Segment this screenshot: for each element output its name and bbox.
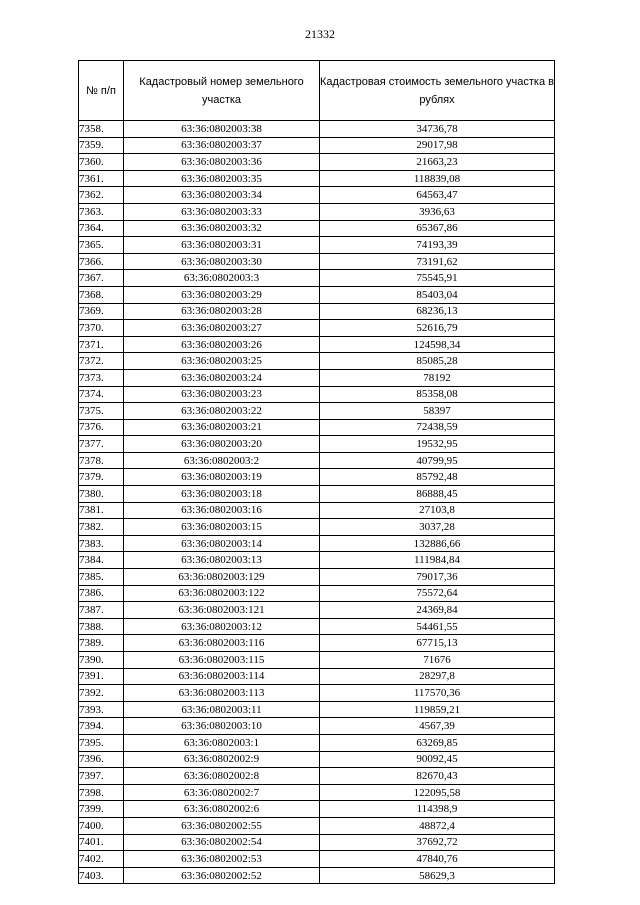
header-number: № п/п bbox=[79, 61, 124, 121]
cadastral-value: 74193,39 bbox=[320, 237, 555, 254]
row-number: 7401. bbox=[79, 834, 124, 851]
cadastral-value: 90092,45 bbox=[320, 751, 555, 768]
row-number: 7399. bbox=[79, 801, 124, 818]
cadastral-number: 63:36:0802002:53 bbox=[124, 851, 320, 868]
cadastral-number: 63:36:0802003:28 bbox=[124, 303, 320, 320]
cadastral-number: 63:36:0802002:7 bbox=[124, 784, 320, 801]
cadastral-number: 63:36:0802003:12 bbox=[124, 618, 320, 635]
cadastral-number: 63:36:0802003:33 bbox=[124, 203, 320, 220]
table-row bbox=[79, 867, 555, 884]
cadastral-number: 63:36:0802003:122 bbox=[124, 585, 320, 602]
cadastral-value: 3936,63 bbox=[320, 203, 555, 220]
table-row bbox=[79, 369, 555, 386]
cadastral-value: 124598,34 bbox=[320, 336, 555, 353]
cadastral-value: 75545,91 bbox=[320, 270, 555, 287]
table-row bbox=[79, 419, 555, 436]
row-number: 7391. bbox=[79, 668, 124, 685]
cadastral-value: 73191,62 bbox=[320, 253, 555, 270]
cadastral-value: 34736,78 bbox=[320, 121, 555, 138]
cadastral-value: 67715,13 bbox=[320, 635, 555, 652]
table-row bbox=[79, 685, 555, 702]
table-row bbox=[79, 519, 555, 536]
cadastral-number: 63:36:0802003:14 bbox=[124, 535, 320, 552]
row-number: 7370. bbox=[79, 320, 124, 337]
table-row bbox=[79, 668, 555, 685]
table-row bbox=[79, 286, 555, 303]
cadastral-number: 63:36:0802003:11 bbox=[124, 701, 320, 718]
cadastral-value: 52616,79 bbox=[320, 320, 555, 337]
row-number: 7396. bbox=[79, 751, 124, 768]
row-number: 7389. bbox=[79, 635, 124, 652]
row-number: 7385. bbox=[79, 569, 124, 586]
table-row bbox=[79, 834, 555, 851]
cadastral-number: 63:36:0802003:3 bbox=[124, 270, 320, 287]
cadastral-value: 64563,47 bbox=[320, 187, 555, 204]
row-number: 7371. bbox=[79, 336, 124, 353]
row-number: 7367. bbox=[79, 270, 124, 287]
row-number: 7384. bbox=[79, 552, 124, 569]
cadastral-value: 132886,66 bbox=[320, 535, 555, 552]
cadastral-number: 63:36:0802003:25 bbox=[124, 353, 320, 370]
cadastral-number: 63:36:0802003:31 bbox=[124, 237, 320, 254]
table-row bbox=[79, 137, 555, 154]
cadastral-number: 63:36:0802003:2 bbox=[124, 452, 320, 469]
cadastral-value: 68236,13 bbox=[320, 303, 555, 320]
cadastral-value: 72438,59 bbox=[320, 419, 555, 436]
row-number: 7375. bbox=[79, 403, 124, 420]
table-row bbox=[79, 336, 555, 353]
cadastral-value: 29017,98 bbox=[320, 137, 555, 154]
cadastral-value: 71676 bbox=[320, 652, 555, 669]
cadastral-number: 63:36:0802003:38 bbox=[124, 121, 320, 138]
table-row bbox=[79, 718, 555, 735]
row-number: 7368. bbox=[79, 286, 124, 303]
row-number: 7394. bbox=[79, 718, 124, 735]
cadastral-number: 63:36:0802003:22 bbox=[124, 403, 320, 420]
row-number: 7382. bbox=[79, 519, 124, 536]
cadastral-value: 3037,28 bbox=[320, 519, 555, 536]
row-number: 7397. bbox=[79, 768, 124, 785]
cadastral-value: 28297,8 bbox=[320, 668, 555, 685]
table-row bbox=[79, 469, 555, 486]
cadastral-number: 63:36:0802003:32 bbox=[124, 220, 320, 237]
table-row bbox=[79, 187, 555, 204]
cadastral-value: 111984,84 bbox=[320, 552, 555, 569]
cadastral-number: 63:36:0802003:36 bbox=[124, 154, 320, 171]
cadastral-number: 63:36:0802002:8 bbox=[124, 768, 320, 785]
cadastral-number: 63:36:0802003:20 bbox=[124, 436, 320, 453]
row-number: 7383. bbox=[79, 535, 124, 552]
cadastral-value: 58397 bbox=[320, 403, 555, 420]
cadastral-number: 63:36:0802002:6 bbox=[124, 801, 320, 818]
row-number: 7392. bbox=[79, 685, 124, 702]
cadastral-value: 19532,95 bbox=[320, 436, 555, 453]
cadastral-number: 63:36:0802003:23 bbox=[124, 386, 320, 403]
row-number: 7360. bbox=[79, 154, 124, 171]
cadastral-number: 63:36:0802003:19 bbox=[124, 469, 320, 486]
cadastral-value: 27103,8 bbox=[320, 502, 555, 519]
table-row bbox=[79, 535, 555, 552]
row-number: 7381. bbox=[79, 502, 124, 519]
cadastral-number: 63:36:0802003:121 bbox=[124, 602, 320, 619]
row-number: 7400. bbox=[79, 817, 124, 834]
cadastral-number: 63:36:0802002:9 bbox=[124, 751, 320, 768]
table-row bbox=[79, 320, 555, 337]
row-number: 7390. bbox=[79, 652, 124, 669]
row-number: 7398. bbox=[79, 784, 124, 801]
cadastral-value: 79017,36 bbox=[320, 569, 555, 586]
cadastral-number: 63:36:0802003:34 bbox=[124, 187, 320, 204]
cadastral-number: 63:36:0802003:13 bbox=[124, 552, 320, 569]
cadastral-number: 63:36:0802003:116 bbox=[124, 635, 320, 652]
row-number: 7365. bbox=[79, 237, 124, 254]
table-row bbox=[79, 452, 555, 469]
table-row bbox=[79, 502, 555, 519]
table-row bbox=[79, 403, 555, 420]
table-row bbox=[79, 353, 555, 370]
cadastral-number: 63:36:0802003:1 bbox=[124, 734, 320, 751]
cadastral-value: 82670,43 bbox=[320, 768, 555, 785]
table-row bbox=[79, 253, 555, 270]
cadastral-value: 48872,4 bbox=[320, 817, 555, 834]
cadastral-value: 86888,45 bbox=[320, 486, 555, 503]
table-row bbox=[79, 486, 555, 503]
cadastral-number: 63:36:0802003:29 bbox=[124, 286, 320, 303]
cadastral-value: 114398,9 bbox=[320, 801, 555, 818]
row-number: 7373. bbox=[79, 369, 124, 386]
table-header-row bbox=[79, 61, 555, 121]
cadastral-number: 63:36:0802003:16 bbox=[124, 502, 320, 519]
cadastral-number: 63:36:0802003:37 bbox=[124, 137, 320, 154]
table-row bbox=[79, 751, 555, 768]
table-row bbox=[79, 552, 555, 569]
row-number: 7378. bbox=[79, 452, 124, 469]
cadastral-number: 63:36:0802002:55 bbox=[124, 817, 320, 834]
row-number: 7363. bbox=[79, 203, 124, 220]
row-number: 7386. bbox=[79, 585, 124, 602]
cadastral-value: 75572,64 bbox=[320, 585, 555, 602]
row-number: 7359. bbox=[79, 137, 124, 154]
cadastral-number: 63:36:0802003:21 bbox=[124, 419, 320, 436]
page-number: 21332 bbox=[305, 27, 335, 41]
table-row bbox=[79, 386, 555, 403]
cadastral-value: 21663,23 bbox=[320, 154, 555, 171]
table-row bbox=[79, 618, 555, 635]
row-number: 7369. bbox=[79, 303, 124, 320]
cadastral-number: 63:36:0802002:54 bbox=[124, 834, 320, 851]
table-row bbox=[79, 784, 555, 801]
row-number: 7393. bbox=[79, 701, 124, 718]
cadastral-number: 63:36:0802003:114 bbox=[124, 668, 320, 685]
table-row bbox=[79, 585, 555, 602]
cadastral-value: 85358,08 bbox=[320, 386, 555, 403]
row-number: 7364. bbox=[79, 220, 124, 237]
row-number: 7366. bbox=[79, 253, 124, 270]
table-row bbox=[79, 801, 555, 818]
cadastral-value: 58629,3 bbox=[320, 867, 555, 884]
cadastral-value: 65367,86 bbox=[320, 220, 555, 237]
row-number: 7362. bbox=[79, 187, 124, 204]
cadastral-number: 63:36:0802002:52 bbox=[124, 867, 320, 884]
table-row bbox=[79, 635, 555, 652]
table-body bbox=[79, 121, 555, 884]
cadastral-value: 117570,36 bbox=[320, 685, 555, 702]
cadastral-value: 122095,58 bbox=[320, 784, 555, 801]
header-cadastral-number: Кадастровый номер земельного участка bbox=[124, 61, 320, 121]
cadastral-number: 63:36:0802003:15 bbox=[124, 519, 320, 536]
cadastral-value: 78192 bbox=[320, 369, 555, 386]
table-row bbox=[79, 270, 555, 287]
table-row bbox=[79, 237, 555, 254]
cadastral-value: 54461,55 bbox=[320, 618, 555, 635]
cadastral-table bbox=[78, 60, 555, 884]
cadastral-value: 24369,84 bbox=[320, 602, 555, 619]
row-number: 7374. bbox=[79, 386, 124, 403]
cadastral-number: 63:36:0802003:18 bbox=[124, 486, 320, 503]
table-row bbox=[79, 569, 555, 586]
cadastral-number: 63:36:0802003:35 bbox=[124, 170, 320, 187]
row-number: 7402. bbox=[79, 851, 124, 868]
row-number: 7377. bbox=[79, 436, 124, 453]
table-row bbox=[79, 170, 555, 187]
table-row bbox=[79, 734, 555, 751]
cadastral-number: 63:36:0802003:27 bbox=[124, 320, 320, 337]
row-number: 7376. bbox=[79, 419, 124, 436]
table-row bbox=[79, 851, 555, 868]
table-row bbox=[79, 701, 555, 718]
table-row bbox=[79, 817, 555, 834]
cadastral-value: 37692,72 bbox=[320, 834, 555, 851]
cadastral-value: 118839,08 bbox=[320, 170, 555, 187]
row-number: 7403. bbox=[79, 867, 124, 884]
table-row bbox=[79, 436, 555, 453]
row-number: 7358. bbox=[79, 121, 124, 138]
row-number: 7395. bbox=[79, 734, 124, 751]
table-row bbox=[79, 303, 555, 320]
row-number: 7387. bbox=[79, 602, 124, 619]
row-number: 7361. bbox=[79, 170, 124, 187]
cadastral-number: 63:36:0802003:10 bbox=[124, 718, 320, 735]
cadastral-number: 63:36:0802003:113 bbox=[124, 685, 320, 702]
cadastral-value: 85085,28 bbox=[320, 353, 555, 370]
cadastral-number: 63:36:0802003:129 bbox=[124, 569, 320, 586]
table-row bbox=[79, 154, 555, 171]
table-row bbox=[79, 121, 555, 138]
cadastral-number: 63:36:0802003:30 bbox=[124, 253, 320, 270]
cadastral-value: 119859,21 bbox=[320, 701, 555, 718]
cadastral-value: 85403,04 bbox=[320, 286, 555, 303]
cadastral-value: 40799,95 bbox=[320, 452, 555, 469]
table-row bbox=[79, 220, 555, 237]
table-row bbox=[79, 652, 555, 669]
cadastral-value: 4567,39 bbox=[320, 718, 555, 735]
row-number: 7380. bbox=[79, 486, 124, 503]
row-number: 7388. bbox=[79, 618, 124, 635]
row-number: 7379. bbox=[79, 469, 124, 486]
table-row bbox=[79, 203, 555, 220]
cadastral-value: 47840,76 bbox=[320, 851, 555, 868]
table-row bbox=[79, 768, 555, 785]
cadastral-number: 63:36:0802003:24 bbox=[124, 369, 320, 386]
cadastral-number: 63:36:0802003:115 bbox=[124, 652, 320, 669]
cadastral-value: 85792,48 bbox=[320, 469, 555, 486]
table-row bbox=[79, 602, 555, 619]
cadastral-value: 63269,85 bbox=[320, 734, 555, 751]
cadastral-number: 63:36:0802003:26 bbox=[124, 336, 320, 353]
header-cadastral-value: Кадастровая стоимость земельного участка в рублях bbox=[320, 61, 555, 121]
row-number: 7372. bbox=[79, 353, 124, 370]
